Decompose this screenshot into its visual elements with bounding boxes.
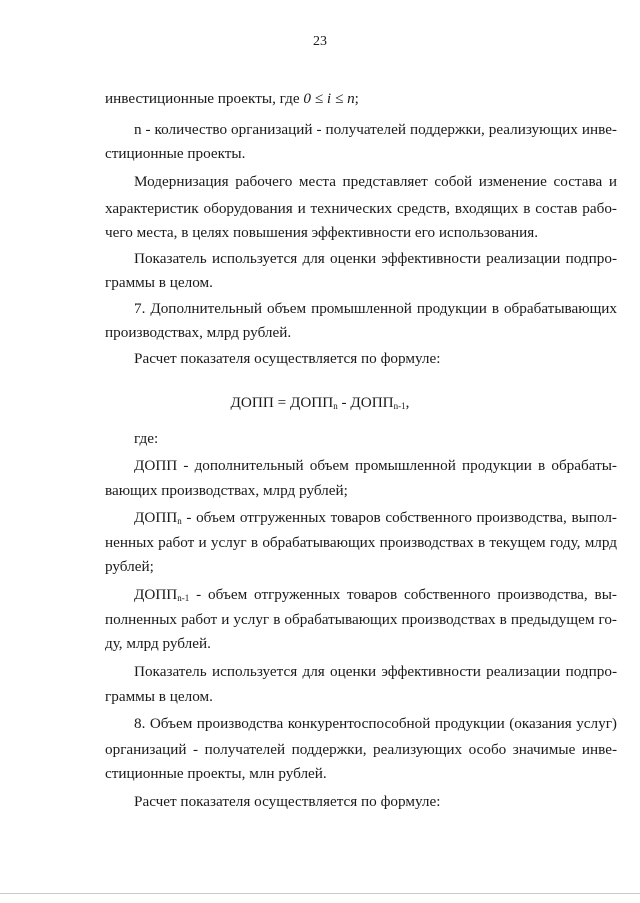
text-line — [105, 90, 359, 108]
text-line: стиционные проекты. — [105, 145, 246, 162]
math-expression: 0 ≤ i ≤ n — [303, 90, 355, 107]
page-edge-line — [0, 893, 640, 894]
formula — [0, 394, 640, 412]
text-line: чего места, в целях повышения эффективности его использования. — [105, 224, 539, 241]
text-line: Расчет показателя осуществляется по формуле: — [134, 793, 441, 810]
formula-subscript: n — [333, 401, 338, 411]
text-fragment: - объем отгруженных товаров собственного производства, вы- — [189, 586, 617, 603]
text-line: Показатель используется для оценки эффективности реализации подпро- — [134, 250, 617, 267]
formula-part: ДОПП = ДОПП — [230, 394, 334, 411]
formula-part: - ДОПП — [337, 394, 394, 411]
text-line: Показатель используется для оценки эффективности реализации подпро- — [134, 663, 617, 680]
text-line: 7. Дополнительный объем промышленной продукции в обрабатывающих — [134, 300, 617, 317]
subscript: n-1 — [177, 593, 190, 603]
subscript: n — [177, 516, 182, 526]
text-line: производствах, млрд рублей. — [105, 324, 292, 341]
text-line: n - количество организаций - получателей поддержки, реализующих инве- — [134, 121, 617, 138]
text-line: Расчет показателя осуществляется по формуле: — [134, 350, 441, 367]
text-line: ду, млрд рублей. — [105, 635, 211, 652]
text-line: характеристик оборудования и технических средств, входящих в состав рабо- — [105, 200, 617, 217]
text-line: граммы в целом. — [105, 688, 213, 705]
text-line: Модернизация рабочего места представляет собой изменение состава и — [134, 173, 617, 190]
text-line: 8. Объем производства конкурентоспособной продукции (оказания услуг) — [134, 715, 617, 732]
text-line — [134, 509, 617, 530]
text-fragment: - объем отгруженных товаров собственного производства, выпол- — [181, 509, 617, 526]
text-fragment: ; — [354, 90, 359, 107]
formula-subscript: n-1 — [393, 401, 406, 411]
text-fragment: ДОПП — [134, 509, 178, 526]
text-fragment: инвестиционные проекты, где — [105, 90, 304, 107]
page-number: 23 — [313, 34, 327, 49]
text-line: граммы в целом. — [105, 274, 213, 291]
formula-part: , — [405, 394, 410, 411]
text-line: полненных работ и услуг в обрабатывающих производствах в предыдущем го- — [105, 611, 617, 628]
text-line: рублей; — [105, 558, 154, 575]
text-line: где: — [134, 430, 159, 447]
text-fragment: ДОПП — [134, 586, 178, 603]
text-line: ДОПП - дополнительный объем промышленной продукции в обрабаты- — [134, 457, 617, 474]
text-line — [134, 586, 617, 607]
text-line: стиционные проекты, млн рублей. — [105, 765, 327, 782]
text-line: вающих производствах, млрд рублей; — [105, 482, 348, 499]
text-line: ненных работ и услуг в обрабатывающих производствах в текущем году, млрд — [105, 534, 617, 551]
text-line: организаций - получателей поддержки, реализующих особо значимые инве- — [105, 741, 617, 758]
